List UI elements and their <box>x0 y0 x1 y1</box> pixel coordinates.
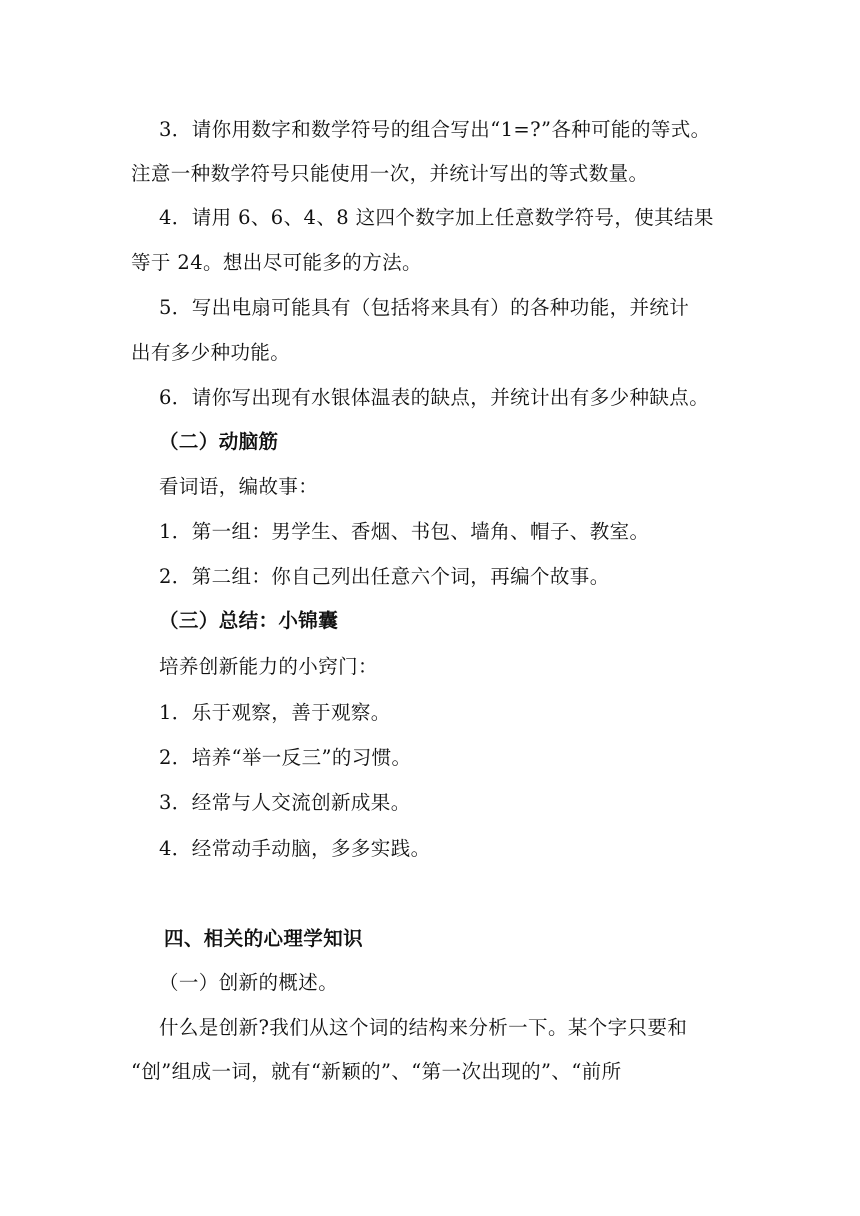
paragraph-line: 4．请用 6、6、4、8 这四个数字加上任意数学符号，使其结果 <box>159 206 714 229</box>
list-item: 3．经常与人交流创新成果。 <box>159 791 411 814</box>
paragraph-line: 培养创新能力的小窍门： <box>159 655 378 678</box>
list-item: 2．第二组：你自己列出任意六个词，再编个故事。 <box>159 565 610 588</box>
list-item: 2．培养“举一反三”的习惯。 <box>159 746 412 769</box>
paragraph-line: 注意一种数学符号只能使用一次，并统计写出的等式数量。 <box>131 162 649 185</box>
list-item: 1．乐于观察，善于观察。 <box>159 701 391 724</box>
paragraph-line: “创”组成一词，就有“新颖的”、“第一次出现的”、“前所 <box>131 1060 622 1083</box>
paragraph-line: 看词语，编故事： <box>159 475 319 498</box>
paragraph-line: 出有多少种功能。 <box>131 341 291 364</box>
paragraph-line: 6．请你写出现有水银体温表的缺点，并统计出有多少种缺点。 <box>159 386 710 409</box>
paragraph-line: 等于 24。想出尽可能多的方法。 <box>131 251 422 274</box>
list-item: 1．第一组：男学生、香烟、书包、墙角、帽子、教室。 <box>159 520 650 543</box>
subsection-heading: （一）创新的概述。 <box>159 971 339 994</box>
subsection-heading: （三）总结：小锦囊 <box>159 609 339 632</box>
subsection-heading: （二）动脑筋 <box>159 430 279 453</box>
section-heading: 四、相关的心理学知识 <box>164 927 364 950</box>
paragraph-line: 5．写出电扇可能具有（包括将来具有）的各种功能，并统计 <box>159 296 690 319</box>
paragraph-line: 3．请你用数字和数学符号的组合写出“1=?”各种可能的等式。 <box>159 118 711 141</box>
paragraph-line: 什么是创新?我们从这个词的结构来分析一下。某个字只要和 <box>159 1016 688 1039</box>
list-item: 4．经常动手动脑，多多实践。 <box>159 837 431 860</box>
